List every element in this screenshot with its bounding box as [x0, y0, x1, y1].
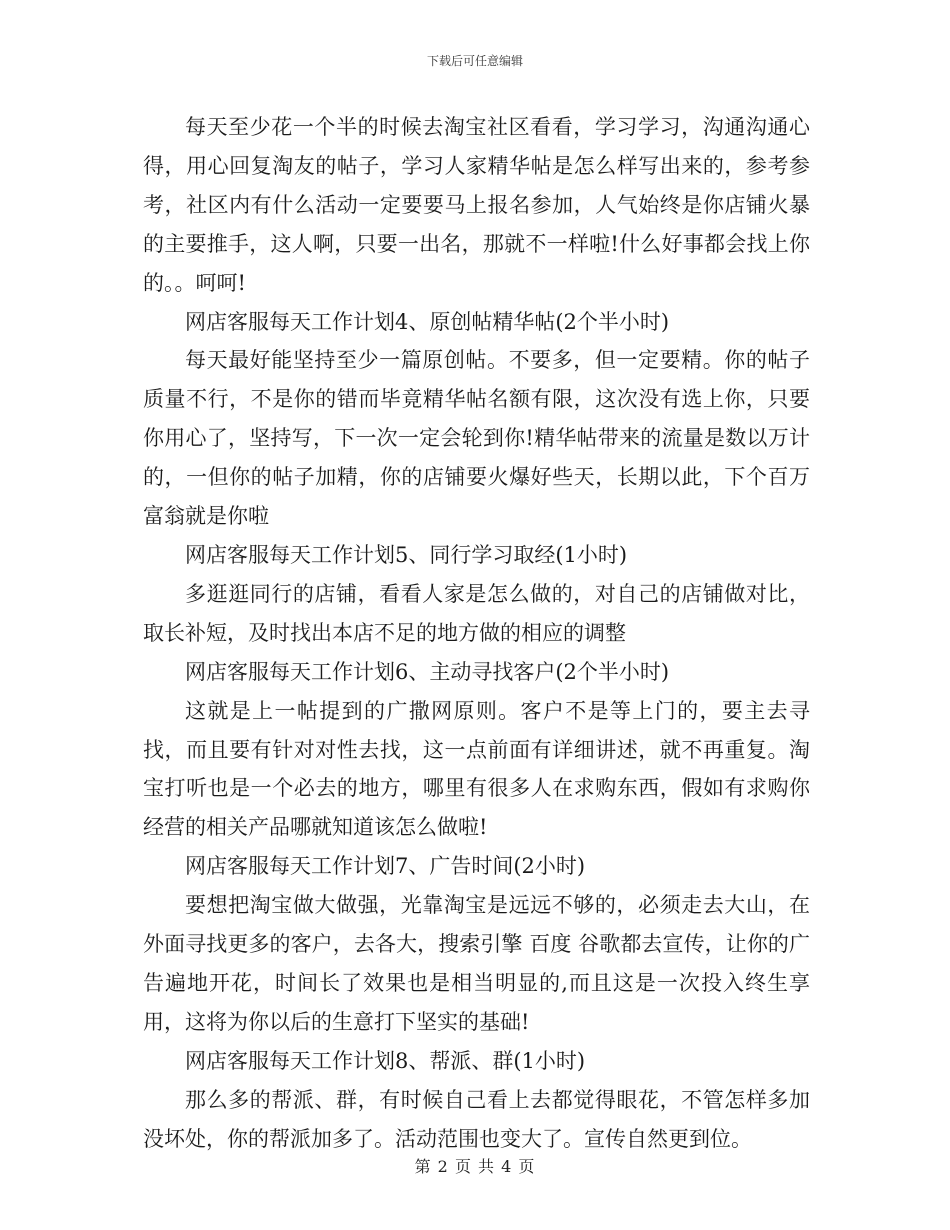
section-heading: 网店客服每天工作计划6、主动寻找客户(2个半小时): [185, 659, 670, 684]
document-body: [143, 108, 810, 1158]
section-heading: 网店客服每天工作计划7、广告时间(2小时): [185, 854, 586, 879]
section-heading: 网店客服每天工作计划8、帮派、群(1小时): [185, 1048, 586, 1073]
paragraph: 每天最好能坚持至少一篇原创帖。不要多，但一定要精。你的帖子质量不行，不是你的错而毕竟精华帖名额有限，这次没有选上你，只要你用心了，坚持写，下一次一定会轮到你!精华帖带来的流量是数以万计的，一但你的帖子加精，你的店铺要火爆好些天，长期以此，下个百万富翁就是你啦: [143, 348, 810, 529]
section-heading: 网店客服每天工作计划4、原创帖精华帖(2个半小时): [185, 309, 670, 334]
paragraph: 每天至少花一个半的时候去淘宝社区看看，学习学习，沟通沟通心得，用心回复淘友的帖子，学习人家精华帖是怎么样写出来的，参考参考，社区内有什么活动一定要要马上报名参加，人气始终是你店铺火暴的主要推手，这人啊，只要一出名，那就不一样啦!什么好事都会找上你的。。呵呵!: [143, 115, 810, 295]
page-footer: 第 2 页 共 4 页: [414, 1157, 536, 1176]
paragraph: 这就是上一帖提到的广撒网原则。客户不是等上门的，要主去寻找，而且要有针对对性去找，这一点前面有详细讲述，就不再重复。淘宝打听也是一个必去的地方，哪里有很多人在求购东西，假如有求购你经营的相关产品哪就知道该怎么做啦!: [143, 698, 810, 840]
paragraph: 多逛逛同行的店铺，看看人家是怎么做的，对自己的店铺做对比，取长补短，及时找出本店不足的地方做的相应的调整: [143, 581, 810, 645]
paragraph: 那么多的帮派、群，有时候自己看上去都觉得眼花，不管怎样多加没坏处，你的帮派加多了。活动范围也变大了。宣传自然更到位。: [143, 1087, 810, 1151]
paragraph: 要想把淘宝做大做强，光靠淘宝是远远不够的，必须走去大山，在外面寻找更多的客户，去各大，搜索引擎 百度 谷歌都去宣传，让你的广告遍地开花，时间长了效果也是相当明显的,而且这是一次投入终生享用，这将为你以后的生意打下坚实的基础!: [143, 893, 810, 1034]
page-header: 下载后可任意编辑: [426, 54, 523, 68]
section-heading: 网店客服每天工作计划5、同行学习取经(1小时): [185, 542, 628, 567]
